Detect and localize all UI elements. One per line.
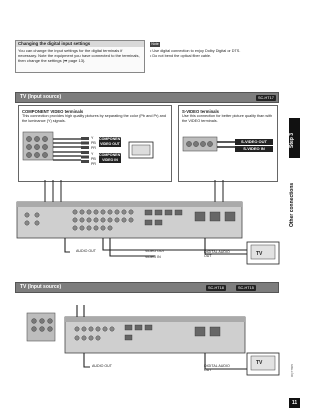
component-video-out-label: COMPONENT VIDEO OUT: [99, 137, 123, 146]
jack-label-pb: PB: [91, 141, 96, 145]
jack-label-pb: PB: [91, 157, 96, 161]
s-video-panel: [178, 105, 278, 182]
s-video-heading: S-VIDEO terminals: [182, 109, 220, 114]
connection-diagram-1: [15, 180, 280, 275]
side-section-label: Other connections: [289, 182, 295, 228]
s-video-out-label: S-VIDEO OUT: [235, 139, 273, 145]
model-badge: SC-HT17: [258, 95, 274, 100]
section-title: TV (Input source): [20, 94, 62, 100]
page-number: 11: [289, 398, 300, 408]
component-video-description: This connection provides high quality pictures by separating the color (Pb and Pr) and the luminance (Y) signals.: [22, 114, 166, 123]
jack-label-y: Y: [91, 136, 94, 140]
video-in-label: VIDEO IN: [145, 255, 161, 259]
side-tab: [289, 0, 300, 417]
digital-audio-out-label: DIGITAL AUDIO OUT: [204, 364, 230, 373]
digital-input-settings-box: [15, 40, 145, 73]
section-header-tv-input-1: [15, 92, 279, 103]
jack-label-pr: PR: [91, 146, 96, 150]
tv-label: TV: [256, 251, 263, 257]
digital-audio-out-label: DIGITAL AUDIO OUT: [204, 250, 230, 259]
tv-label: TV: [256, 360, 263, 366]
side-step-label: Step 3: [289, 132, 295, 148]
audio-out-label: AUDIO OUT: [92, 364, 112, 368]
note-item: • Use digital connection to enjoy Dolby Digital or DTS.: [150, 49, 285, 54]
model-badge: SC-HT15: [238, 285, 254, 290]
jack-label-y: Y: [91, 152, 94, 156]
component-video-heading: COMPONENT VIDEO terminals: [22, 109, 84, 114]
video-out-label: VIDEO OUT: [145, 249, 165, 253]
note-item: • Do not bend the optical fiber cable.: [150, 54, 285, 59]
s-video-description: Use this connection for better picture quality than with the VIDEO terminals.: [182, 114, 273, 123]
component-video-illustration: [21, 130, 169, 180]
audio-out-label: AUDIO OUT: [76, 249, 96, 253]
s-video-in-label: S-VIDEO IN: [235, 146, 273, 152]
section-title: TV (Input source): [20, 284, 62, 290]
note-label: Note: [151, 42, 159, 46]
jack-label-pr: PR: [91, 162, 96, 166]
connection-diagram-2: [15, 295, 280, 385]
component-video-panel: [18, 105, 172, 182]
digital-input-settings-title: Changing the digital input settings: [16, 41, 144, 47]
model-badge: SC-HT18: [208, 285, 224, 290]
section-header-tv-input-2: [15, 282, 279, 293]
document-code: RQT7805: [290, 363, 294, 377]
digital-input-settings-text: You can change the input settings for the digital terminals if necessary. Note the equipment you have connected to the terminals, then change the settings (➡ page 13).: [18, 48, 140, 63]
component-video-in-label: COMPONENT VIDEO IN: [99, 153, 123, 162]
note-list: [150, 49, 285, 59]
